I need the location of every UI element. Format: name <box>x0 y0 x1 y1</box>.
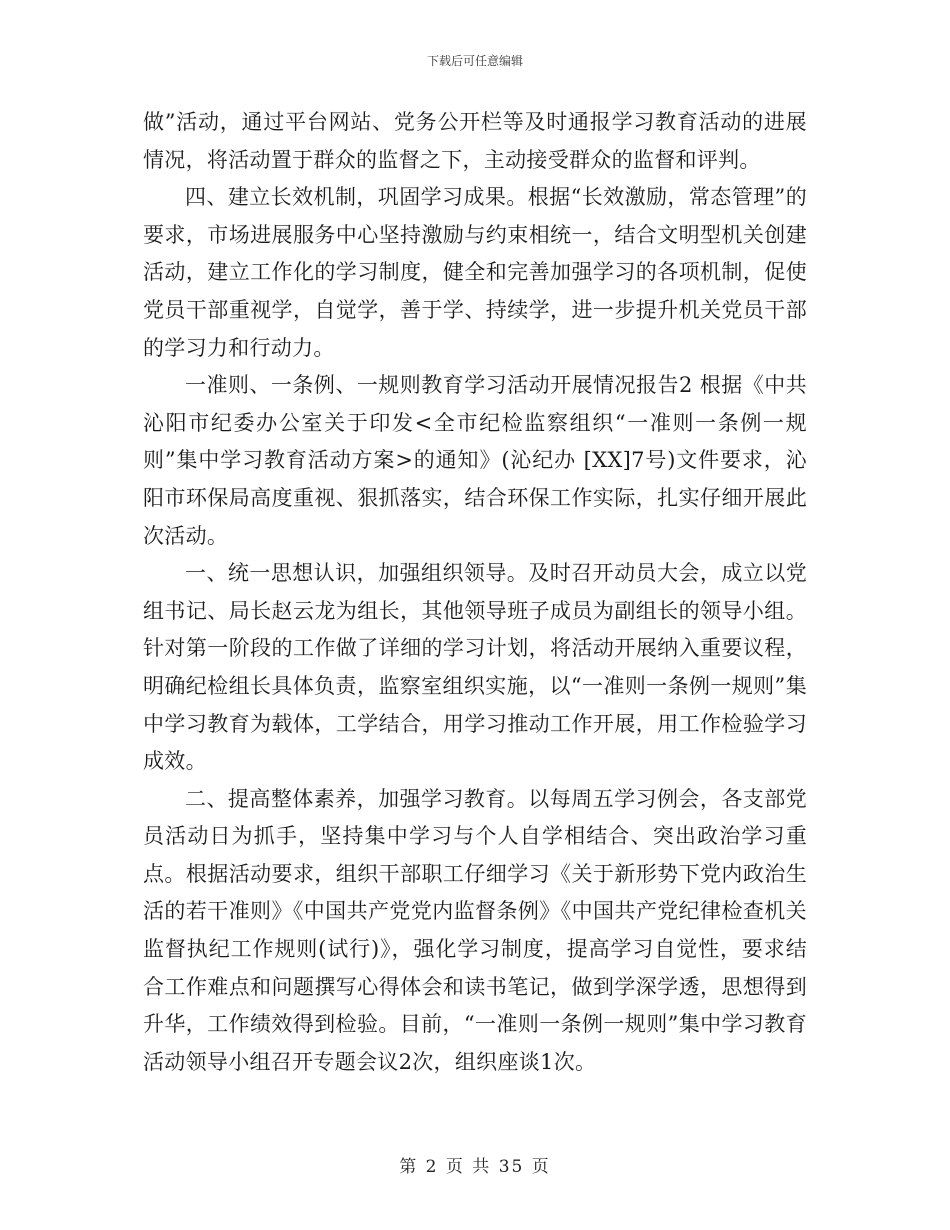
page-number-footer: 第 2 页 共 35 页 <box>399 1157 551 1177</box>
paragraph-section-four: 四、建立长效机制，巩固学习成果。根据“长效激励，常态管理”的要求，市场进展服务中心坚持激励与约束相统一，结合文明型机关创建活动，建立工作化的学习制度，健全和完善加强学习的各项机制，促使党员干部重视学，自觉学，善于学、持续学，进一步提升机关党员干部的学习力和行动力。 <box>143 185 807 360</box>
paragraph-continuation: 做”活动，通过平台网站、党务公开栏等及时通报学习教育活动的进展情况，将活动置于群众的监督之下，主动接受群众的监督和评判。 <box>143 110 807 172</box>
document-body <box>143 104 807 1081</box>
paragraph-section-one: 一、统一思想认识，加强组织领导。及时召开动员大会，成立以党组书记、局长赵云龙为组长，其他领导班子成员为副组长的领导小组。针对第一阶段的工作做了详细的学习计划，将活动开展纳入重要议程，明确纪检组长具体负责，监察室组织实施，以“一准则一条例一规则”集中学习教育为载体，工学结合，用学习推动工作开展，用工作检验学习成效。 <box>143 561 807 774</box>
paragraph-section-two: 二、提高整体素养，加强学习教育。以每周五学习例会，各支部党员活动日为抓手，坚持集中学习与个人自学相结合、突出政治学习重点。根据活动要求，组织干部职工仔细学习《关于新形势下党内政治生活的若干准则》《中国共产党党内监督条例》《中国共产党纪律检查机关监督执纪工作规则(试行)》，强化学习制度，提高学习自觉性，要求结合工作难点和问题撰写心得体会和读书笔记，做到学深学透，思想得到升华，工作绩效得到检验。目前，“一准则一条例一规则”集中学习教育活动领导小组召开专题会议2次，组织座谈1次。 <box>143 786 807 1074</box>
page-header: 下载后可任意编辑 <box>426 54 523 68</box>
paragraph-report-intro: 一准则、一条例、一规则教育学习活动开展情况报告2 根据《中共沁阳市纪委办公室关于印发<全市纪检监察组织“一准则一条例一规则”集中学习教育活动方案>的通知》(沁纪办 [XX]7号)文件要求，沁阳市环保局高度重视、狠抓落实，结合环保工作实际，扎实仔细开展此次活动。 <box>143 373 807 548</box>
